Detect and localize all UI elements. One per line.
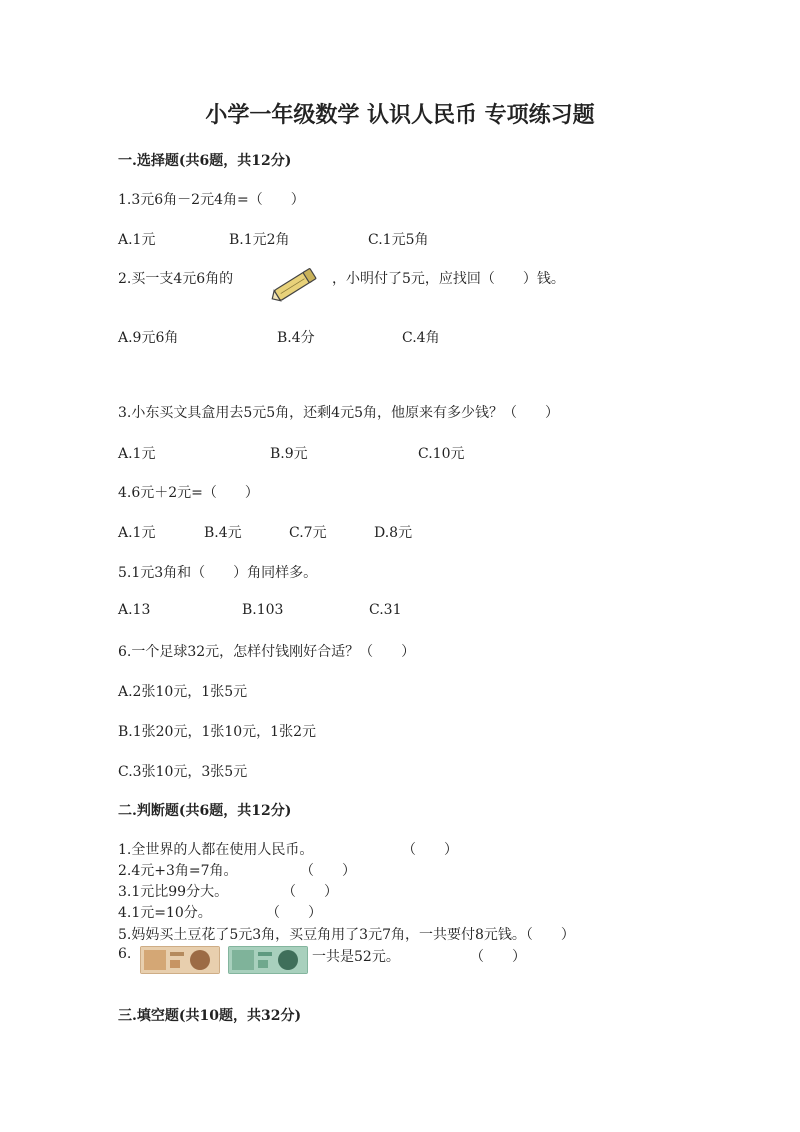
q5-option-a: A.13	[118, 602, 151, 618]
tf-item-5: 5.妈妈买土豆花了5元3角，买豆角用了3元7角，一共要付8元钱。（ ）	[118, 927, 575, 943]
q4-option-d: D.8元	[374, 525, 413, 541]
q5-option-b: B.103	[242, 602, 284, 618]
banknote-50-yuan	[228, 946, 308, 974]
q6-option-a: A.2张10元，1张5元	[118, 684, 248, 700]
q5-option-c: C.31	[369, 602, 402, 618]
q3-option-a: A.1元	[118, 446, 156, 462]
tf-item-4: 4.1元=10分。	[118, 905, 212, 921]
tf-item-6-blank: （ ）	[470, 949, 526, 965]
q6-option-c: C.3张10元，3张5元	[118, 764, 248, 780]
tf-item-3: 3.1元比99分大。	[118, 884, 229, 900]
q2-option-a: A.9元6角	[118, 330, 179, 346]
question-2-suffix: ，小明付了5元，应找回（ ）钱。	[332, 271, 565, 287]
question-2-prefix: 2.买一支4元6角的	[118, 271, 234, 287]
tf-item-3-blank: （ ）	[282, 884, 338, 900]
question-5: 5.1元3角和（ ）角同样多。	[118, 565, 318, 581]
question-6: 6.一个足球32元，怎样付钱刚好合适？（ ）	[118, 644, 416, 660]
banknote-20-yuan	[140, 946, 220, 974]
question-1: 1.3元6角－2元4角=（ ）	[118, 192, 305, 208]
section-3-heading: 三.填空题(共10题，共32分)	[118, 1008, 302, 1024]
tf-item-1-blank: （ ）	[402, 842, 458, 858]
q1-option-a: A.1元	[118, 232, 156, 248]
section-2-heading: 二.判断题(共6题，共12分)	[118, 803, 292, 819]
q4-option-a: A.1元	[118, 525, 156, 541]
tf-item-6-suffix: 一共是52元。	[312, 949, 400, 965]
q4-option-c: C.7元	[289, 525, 327, 541]
tf-item-2: 2.4元+3角=7角。	[118, 863, 238, 879]
q2-option-b: B.4分	[277, 330, 315, 346]
q3-option-b: B.9元	[270, 446, 308, 462]
tf-item-2-blank: （ ）	[300, 863, 356, 879]
q6-option-b: B.1张20元，1张10元，1张2元	[118, 724, 316, 740]
q3-option-c: C.10元	[418, 446, 465, 462]
q1-option-b: B.1元2角	[229, 232, 290, 248]
page-title: 小学一年级数学 认识人民币 专项练习题	[205, 102, 595, 128]
section-1-heading: 一.选择题(共6题，共12分)	[118, 153, 292, 169]
q2-option-c: C.4角	[402, 330, 440, 346]
pencil-image	[268, 262, 324, 306]
tf-item-6-prefix: 6.	[118, 946, 132, 962]
question-3: 3.小东买文具盒用去5元5角，还剩4元5角，他原来有多少钱？（ ）	[118, 405, 559, 421]
question-4: 4.6元＋2元=（ ）	[118, 485, 259, 501]
tf-item-1: 1.全世界的人都在使用人民币。	[118, 842, 314, 858]
q1-option-c: C.1元5角	[368, 232, 429, 248]
q4-option-b: B.4元	[204, 525, 242, 541]
tf-item-4-blank: （ ）	[266, 905, 322, 921]
